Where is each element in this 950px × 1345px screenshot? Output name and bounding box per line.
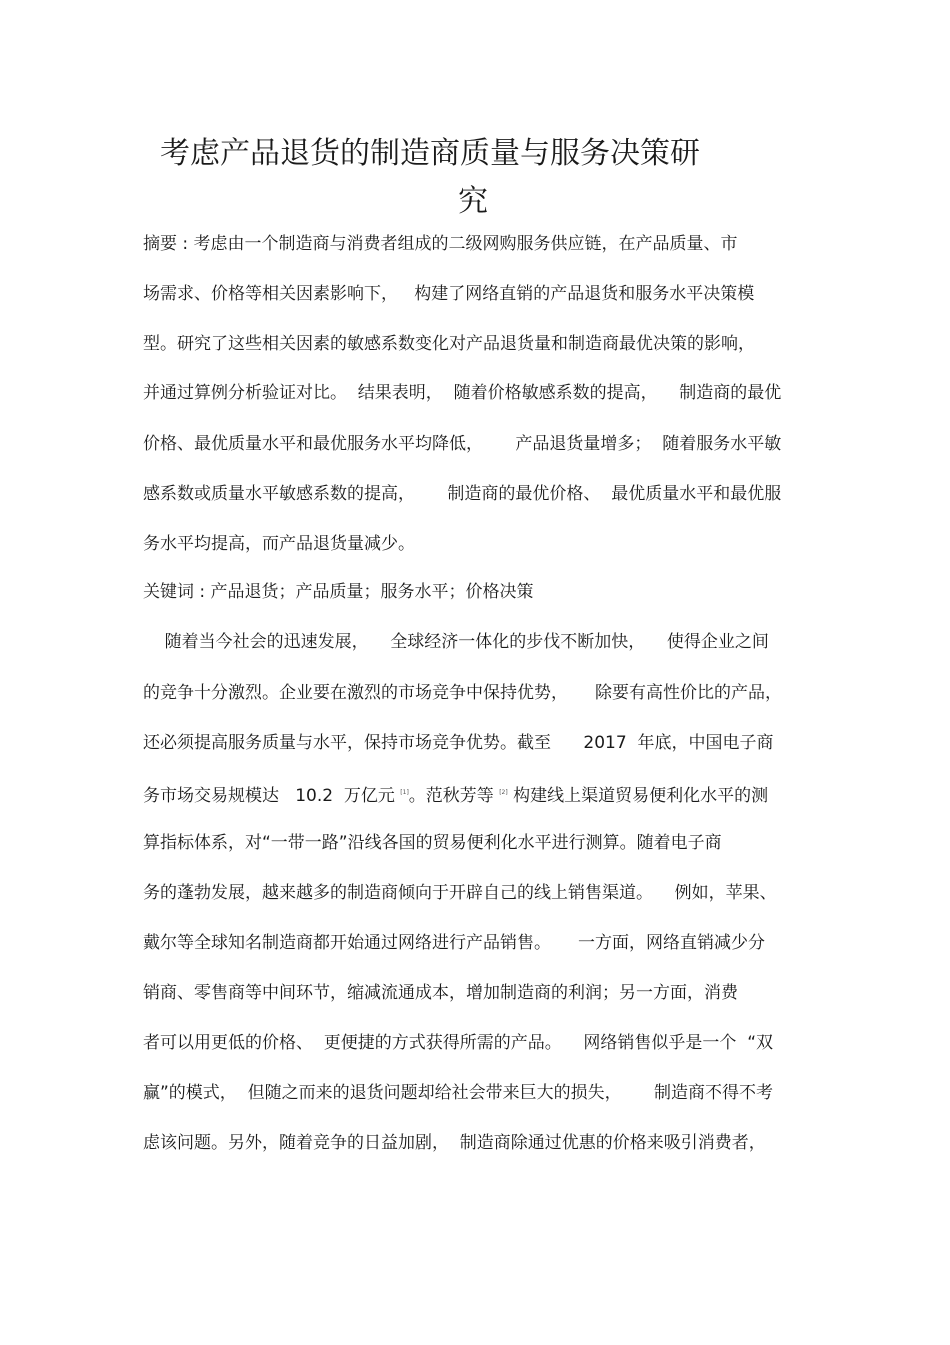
keywords: 关键词 : 产品退货；产品质量；服务水平；价格决策 — [143, 582, 534, 602]
body-text-span: 务市场交易规模达 10.2 万亿元 — [143, 786, 401, 806]
abstract-line: 务水平均提高，而产品退货量减少。 — [143, 534, 415, 554]
abstract-line: 并通过算例分析验证对比。 结果表明， 随着价格敏感系数的提高， 制造商的最优 — [143, 383, 782, 403]
abstract-line: 型。研究了这些相关因素的敏感系数变化对产品退货量和制造商最优决策的影响， — [143, 334, 755, 354]
title-line-1: 考虑产品退货的制造商质量与服务决策研 — [160, 136, 700, 171]
abstract-line: 场需求、价格等相关因素影响下， 构建了网络直销的产品退货和服务水平决策模 — [143, 284, 755, 304]
body-line: 的竞争十分激烈。企业要在激烈的市场竞争中保持优势， 除要有高性价比的产品， — [143, 683, 783, 703]
body-line: 还必须提高服务质量与水平，保持市场竞争优势。截至 2017 年底，中国电子商 — [143, 733, 774, 753]
citation-ref: [2] — [499, 789, 508, 796]
abstract-line: 摘要 : 考虑由一个制造商与消费者组成的二级网购服务供应链，在产品质量、市 — [143, 234, 738, 254]
body-text-span: 构建线上渠道贸易便利化水平的测 — [507, 786, 769, 806]
body-line: 随着当今社会的迅速发展， 全球经济一体化的步伐不断加快， 使得企业之间 — [143, 632, 769, 652]
body-line — [143, 783, 768, 806]
title-line-2: 究 — [458, 184, 488, 219]
body-line: 务的蓬勃发展，越来越多的制造商倾向于开辟自己的线上销售渠道。 例如，苹果、 — [143, 883, 777, 903]
body-line: 算指标体系，对“一带一路”沿线各国的贸易便利化水平进行测算。随着电子商 — [143, 833, 722, 853]
abstract-line: 感系数或质量水平敏感系数的提高， 制造商的最优价格、 最优质量水平和最优服 — [143, 484, 782, 504]
body-line: 戴尔等全球知名制造商都开始通过网络进行产品销售。 一方面，网络直销减少分 — [143, 933, 766, 953]
body-line: 虑该问题。另外，随着竞争的日益加剧， 制造商除通过优惠的价格来吸引消费者， — [143, 1133, 766, 1153]
body-line: 销商、零售商等中间环节，缩减流通成本，增加制造商的利润；另一方面，消费 — [143, 983, 738, 1003]
body-text-span: 。范秋芳等 — [408, 786, 500, 806]
citation-ref: [1] — [400, 789, 409, 796]
body-line: 赢”的模式， 但随之而来的退货问题却给社会带来巨大的损失， 制造商不得不考 — [143, 1083, 774, 1103]
abstract-line: 价格、最优质量水平和最优服务水平均降低， 产品退货量增多； 随着服务水平敏 — [143, 434, 782, 454]
body-line: 者可以用更低的价格、 更便捷的方式获得所需的产品。 网络销售似乎是一个 “双 — [143, 1033, 774, 1053]
